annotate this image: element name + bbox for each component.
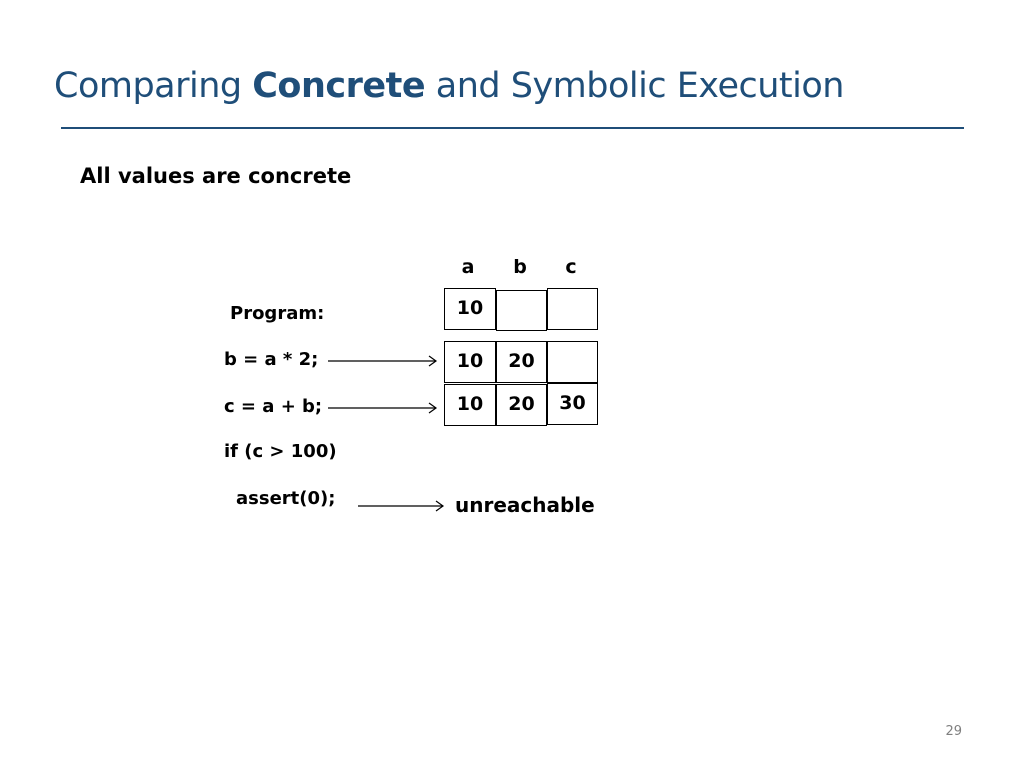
state-3-cell-b: 20	[496, 384, 547, 426]
arrow-line-2	[328, 403, 436, 413]
state-2-cell-a: 10	[444, 341, 496, 383]
column-label-a: a	[461, 256, 475, 278]
column-label-b: b	[513, 256, 527, 278]
state-1-cell-a: 10	[444, 288, 496, 330]
program-line-3: if (c > 100)	[224, 441, 337, 462]
arrow-line-1	[328, 356, 436, 366]
program-line-1: b = a * 2;	[224, 349, 319, 370]
column-label-c: c	[565, 256, 577, 278]
program-line-2: c = a + b;	[224, 396, 323, 417]
page-number: 29	[945, 724, 962, 739]
state-2-cell-b: 20	[496, 341, 547, 383]
slide-subtitle: All values are concrete	[80, 164, 352, 188]
program-header: Program:	[230, 303, 325, 324]
title-text-start: Comparing	[54, 66, 253, 106]
state-3-cell-a: 10	[444, 384, 496, 426]
state-3-cell-c: 30	[547, 383, 598, 425]
title-text-bold: Concrete	[252, 66, 426, 106]
title-text-end: and Symbolic Execution	[425, 66, 844, 106]
arrow-line-4	[358, 501, 443, 511]
program-line-4: assert(0);	[236, 488, 336, 509]
unreachable-label: unreachable	[455, 493, 595, 517]
